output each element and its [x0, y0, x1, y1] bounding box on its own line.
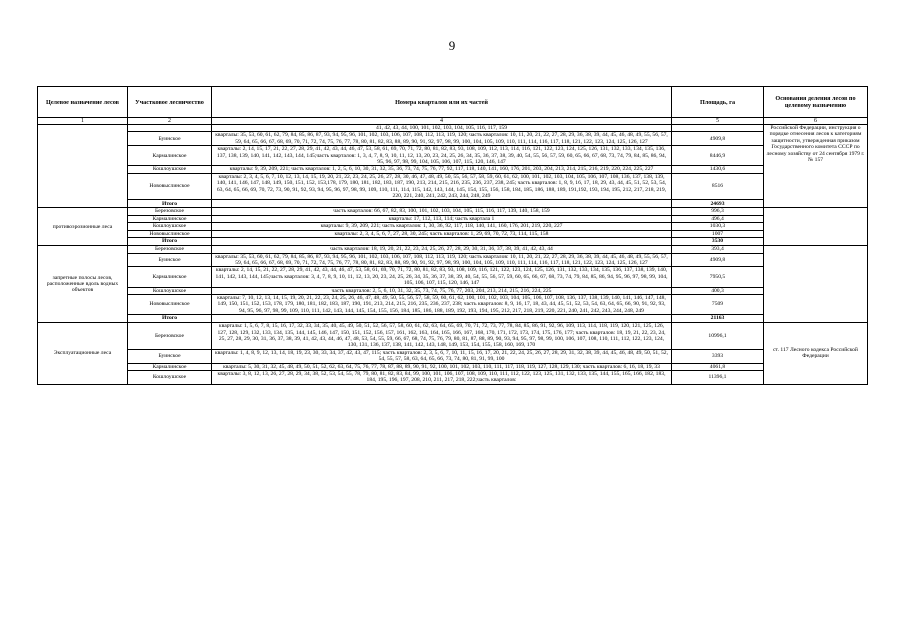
forestry-name: Кошлоушское: [128, 371, 212, 385]
forestry-name: Нововыслинское: [128, 294, 212, 314]
quarters-list: кварталы: 35, 53, 60, 61, 62, 79, 84, 85, 86, 87, 93, 94, 95, 96, 101, 102, 103, 106, 107, 108, 112, 113, 119, 120; часть кварталов: 10, 11, 20, 21, 22, 27, 28, 29, 36, 38, 39, 44, 45, 46, 48, 49, 55, 56, 57, 59, 64, 65, 66, 67, 68, 69, 70, 71, 72, 74, 75, 76, 77, 78, 80, 81, 82, 83, 88, 89, 90, 91, 92, 97, 98, 99, 100, 104, 105, 109, 110, 111, 114, 116, 117, 118, 121, 122, 123, 124, 125, 126, 127: [212, 132, 672, 146]
forestry-row: [38, 267, 868, 287]
header-cell: Целевое назначение лесов: [38, 87, 128, 118]
quarters-list: кварталы: 2, 3, 4, 5, 6, 7, 27, 28, 30, 245; часть кварталов: 1, 29, 69, 70, 72, 73, 114, 115, 158: [212, 230, 672, 237]
forestry-name: Нововыслинское: [128, 230, 212, 237]
total-label: Итого: [128, 315, 212, 323]
forestry-name: Березовское: [128, 323, 212, 350]
section-row: [38, 125, 868, 132]
total-value: 3530: [672, 238, 764, 246]
forestry-row: [38, 215, 868, 222]
total-value: 21163: [672, 315, 764, 323]
total-label: Итого: [128, 238, 212, 246]
forestry-row: [38, 363, 868, 370]
forestry-row: [38, 132, 868, 146]
forestry-row: [38, 349, 868, 363]
forest-purpose-table: [37, 86, 868, 385]
total-spacer: [212, 238, 672, 246]
area-value: 10996,1: [672, 323, 764, 350]
quarters-list: кварталы: 1, 5, 6, 7, 8, 15, 16, 17, 32, 33, 34, 35, 40, 45, 49, 50, 51, 52, 56, 57, 58, 60, 61, 62, 63, 64, 65, 69, 70, 71, 72, 73, 77, 78, 84, 85, 86, 91, 92, 96, 109, 113, 114, 118, 119, 120, 121, 125, 126, 127, 128, 129, 132, 133, 134, 135, 144, 145, 146, 147, 150, 151, 152, 156, 157, 161, 162, 163, 164, 165, 166, 167, 168, 170, 171, 172, 173, 174, 175, 176, 177; часть кварталов: 18, 19, 21, 22, 23, 24, 25, 27, 28, 29, 30, 31, 36, 37, 38, 39, 41, 42, 43, 44, 46, 47, 48, 53, 54, 55, 59, 66, 67, 68, 74, 75, 76, 79, 80, 81, 87, 88, 89, 90, 93, 94, 95, 97, 98, 99, 100, 106, 107, 108, 110, 111, 112, 122, 123, 124, 130, 131, 136, 137, 138, 141, 142, 143, 148, 149, 153, 154, 155, 158, 160, 169, 170: [212, 323, 672, 350]
quarters-list: часть кварталов: 2, 5, 6, 10, 31, 32, 35, 73, 74, 75, 76, 77, 203, 204, 213, 214, 215, 216, 224, 225: [212, 287, 672, 294]
basis-cell-empty: [764, 208, 868, 246]
quarters-cell: 41, 42, 43, 44, 100, 101, 102, 103, 104, 105, 116, 117, 159: [212, 125, 672, 132]
area-value: 1430,6: [672, 166, 764, 173]
area-value: 1007: [672, 230, 764, 237]
column-number: 1: [38, 118, 128, 125]
quarters-list: кварталы: 7, 10, 12, 13, 14, 15, 19, 20, 21, 22, 23, 24, 25, 26, 46, 47, 48, 49, 50, 55, 56, 57, 58, 59, 60, 61, 62, 100, 101, 102, 103, 104, 105, 106, 107, 108, 136, 137, 138, 139, 140, 141, 146, 147, 148, 149, 150, 151, 152, 153, 178, 179, 180, 181, 182, 183, 187, 190, 191, 213, 214, 215, 216, 235, 236, 237, 238; часть кварталов: 8, 9, 16, 17, 18, 43, 44, 45, 51, 52, 53, 54, 63, 64, 65, 66, 90, 91, 92, 93, 94, 95, 96, 97, 98, 99, 109, 110, 111, 142, 143, 144, 145, 154, 155, 156, 184, 185, 186, 188, 189, 192, 193, 194, 195, 212, 217, 218, 219, 220, 221, 240, 241, 242, 243, 244, 248, 249: [212, 294, 672, 314]
column-number: 2: [128, 118, 212, 125]
forestry-row: [38, 294, 868, 314]
forestry-row: [38, 246, 868, 253]
basis-cell: Российской Федерации, инструкция о порядке отнесения лесов к категориям защитности, утвержденная приказом Государственного комитета СССР по лесному хозяйству от 24 сентября 1979 г. № 157: [764, 125, 868, 208]
forestry-name: Березовское: [128, 208, 212, 215]
forestry-name: Кармалинское: [128, 267, 212, 287]
purpose-cell: запретные полосы лесов, расположенные вдоль водных объектов: [38, 246, 128, 323]
page-number: 9: [448, 38, 456, 53]
header-cell: Номера кварталов или их частей: [212, 87, 672, 118]
total-spacer: [212, 315, 672, 323]
forestry-name: Буинское: [128, 253, 212, 267]
header-cell: Основания деления лесов по целевому назначению: [764, 87, 868, 118]
area-value: 8446,9: [672, 146, 764, 166]
total-value: 24693: [672, 200, 764, 208]
forestry-name: Кошлоушское: [128, 166, 212, 173]
purpose-cell: Эксплуатационные леса: [38, 323, 128, 385]
quarters-list: кварталы: 9, 39, 209, 221; часть кварталов: 1, 30, 36, 92, 117, 118, 140, 141, 160, 176, 201, 219, 220, 227: [212, 223, 672, 230]
area-value: 4909,8: [672, 253, 764, 267]
forestry-name: Кармалинское: [128, 146, 212, 166]
area-value: 11396,1: [672, 371, 764, 385]
forestry-name: Нововыслинское: [128, 173, 212, 200]
column-number: 4: [212, 118, 672, 125]
forestry-row: [38, 371, 868, 385]
forestry-row: [38, 173, 868, 200]
quarters-list: кварталы: 2, 3, 4, 5, 6, 7, 10, 12, 13, 14, 15, 19, 20, 21, 22, 23, 24, 25, 26, 27, 28, 30, 46, 47, 48, 49, 50, 55, 56, 57, 58, 59, 60, 61, 62, 100, 101, 102, 103, 104, 105, 106, 107, 108, 136, 137, 138, 139, 140, 141, 146, 147, 148, 149, 150, 151, 152, 153,178, 179, 180, 181, 182, 183, 187, 190, 213, 214, 215, 216, 235, 236, 237, 238, 245; часть кварталов: 1, 8, 9, 16, 17, 18, 29, 43, 44, 45, 51, 52, 53, 54, 63, 64, 65, 66, 69, 70, 72, 73, 90, 91, 92, 93, 94, 95, 96, 97, 98, 99, 109, 110, 111, 114, 115, 142, 143, 144, 145, 154, 155, 156, 158, 184, 185, 186, 188, 189, 191,192, 193, 194, 195, 212, 217, 218, 219, 220, 221, 240, 241, 242, 243, 244, 248, 249: [212, 173, 672, 200]
forestry-name: Кошлоушское: [128, 287, 212, 294]
area-value: 3393: [672, 349, 764, 363]
quarters-list: кварталы: 35, 53, 60, 61, 62, 79, 84, 85, 86, 87, 93, 94, 95, 96, 101, 102, 103, 106, 107, 108, 112, 113, 119, 120; часть кварталов: 10, 11, 20, 21, 22, 27, 28, 29, 36, 38, 39, 44, 45, 46, 48, 49, 55, 56, 57, 59, 64, 65, 66, 67, 68, 69, 70, 71, 72, 74, 75, 76, 77, 78, 80, 81, 82, 83, 88, 89, 90, 91, 92, 97, 98, 99, 100, 104, 105, 109, 110, 111, 114, 116, 117, 118, 121, 122, 123, 124, 125, 126, 127: [212, 253, 672, 267]
column-number: 6: [764, 118, 868, 125]
quarters-list: кварталы: 17, 112, 113, 114; часть квартала 1: [212, 215, 672, 222]
total-label: Итого: [128, 200, 212, 208]
area-value: 496,4: [672, 215, 764, 222]
forestry-row: [38, 253, 868, 267]
basis-cell: ст. 117 Лесного кодекса Российской Федерации: [764, 323, 868, 385]
forestry-row: [38, 223, 868, 230]
forestry-row: [38, 287, 868, 294]
area-value: 1030,3: [672, 223, 764, 230]
basis-cell-empty: [764, 246, 868, 323]
forestry-row: [38, 230, 868, 237]
quarters-list: кварталы: 2, 14, 15, 21, 22, 27, 28, 29, 41, 42, 43, 44, 46, 47, 53, 58, 61, 69, 70, 71, 72, 80, 81, 82, 83, 93, 108, 109, 116, 121, 122, 123, 124, 125, 126, 131, 132, 133, 134, 135, 136, 137, 138, 139, 140, 141, 142, 143, 144, 145;часть кварталов: 3, 4, 7, 8, 9, 10, 11, 12, 13, 20, 23, 24, 25, 26, 34, 35, 36, 37, 38, 39, 40, 54, 55, 56, 57, 59, 60, 65, 66, 67, 68, 73, 74, 79, 84, 85, 86, 94, 95, 96, 97, 98, 99, 104, 105, 106, 107, 115, 120, 146, 147: [212, 267, 672, 287]
purpose-cell: [38, 125, 128, 208]
area-value: 393,4: [672, 246, 764, 253]
quarters-list: часть кварталов: 66, 67, 82, 83, 100, 101, 102, 103, 104, 105, 115, 116, 117, 139, 140, 158, 159: [212, 208, 672, 215]
forestry-name: Буинское: [128, 349, 212, 363]
forestry-row: [38, 208, 868, 215]
total-spacer: [212, 200, 672, 208]
quarters-list: кварталы: 1, 4, 8, 9, 12, 13, 14, 18, 19, 23, 30, 33, 34, 37, 42, 43, 47, 115; часть кварталов: 2, 3, 5, 6, 7, 10, 11, 15, 16, 17, 20, 21, 22, 24, 25, 26, 27, 28, 29, 31, 32, 38, 39, 44, 45, 46, 48, 49, 50, 51, 52, 54, 55, 57, 58, 63, 64, 65, 66, 73, 74, 80, 81, 91, 99, 100: [212, 349, 672, 363]
area-value: 7509: [672, 294, 764, 314]
forestry-name: Кармалинское: [128, 363, 212, 370]
area-value: 4061,8: [672, 363, 764, 370]
quarters-list: кварталы: 2, 14, 15, 17, 21, 22, 27, 28, 29, 41, 42, 43, 44, 46, 47, 53, 58, 61, 69, 70, 71, 72, 80, 81, 82, 83, 93, 108, 109, 112, 113, 114, 116, 121, 122, 123, 124, 125, 126, 131, 132, 133, 134, 135, 136, 137, 138, 139, 140, 141, 142, 143, 144, 145;часть кварталов: 1, 3, 4, 7, 8, 9, 10, 11, 12, 13, 20, 23, 24, 25, 26, 34, 35, 36, 37, 38, 39, 40, 54, 55, 56, 57, 59, 60, 65, 66, 67, 68, 73, 74, 79, 84, 85, 86, 94, 95, 96, 97, 98, 99, 104, 105, 106, 107, 115, 120, 146, 147: [212, 146, 672, 166]
total-row: [38, 238, 868, 246]
forestry-name: Буинское: [128, 132, 212, 146]
forestry-row: [38, 146, 868, 166]
header-cell: Участковое лесничество: [128, 87, 212, 118]
quarters-list: кварталы: 3, 8, 12, 13, 26, 27, 28, 29, 34, 38, 52, 53, 54, 55, 78, 79, 80, 81, 82, 83, 84, 99, 100, 101, 106, 107, 108, 109, 110, 111, 112, 122, 123, 125, 131, 132, 133, 135, 144, 155, 165, 166, 182, 183, 184, 195, 196, 197, 208, 210, 211, 217, 218, 222;часть кварталов:: [212, 371, 672, 385]
purpose-cell: противоэрозионные леса: [38, 208, 128, 246]
header-row: [38, 87, 868, 118]
area-value: 996,3: [672, 208, 764, 215]
quarters-list: кварталы: 5, 30, 31, 32, 45, 48, 49, 50, 51, 52, 62, 63, 64, 75, 76, 77, 78, 87, 88, 89, 90, 91, 92, 100, 101, 102, 103, 110, 111, 117, 118, 119, 127, 128, 129, 130; часть кварталов: 6, 16, 18, 19, 33: [212, 363, 672, 370]
area-value: 7950,5: [672, 267, 764, 287]
total-row: [38, 200, 868, 208]
forestry-row: [38, 166, 868, 173]
forestry-cell-empty: [128, 125, 212, 132]
forestry-name: Кармалинское: [128, 215, 212, 222]
area-cell-empty: [672, 125, 764, 132]
quarters-list: часть кварталов: 18, 19, 20, 21, 22, 23, 24, 25, 26, 27, 28, 29, 30, 31, 36, 37, 38, 39, 41, 42, 43, 44: [212, 246, 672, 253]
forestry-row: [38, 323, 868, 350]
column-number-row: [38, 118, 868, 125]
quarters-list: кварталы: 9, 39, 209, 221; часть кварталов: 1, 2, 5, 6, 10, 30, 31, 32, 35, 36, 73, 74, 75, 76, 77, 92, 117, 118, 140, 141, 160, 176, 201, 203, 204, 213, 214, 215, 216, 219, 220, 224, 225, 227: [212, 166, 672, 173]
total-row: [38, 315, 868, 323]
column-number: 5: [672, 118, 764, 125]
area-value: 400,3: [672, 287, 764, 294]
forestry-name: Березовское: [128, 246, 212, 253]
area-value: 4909,8: [672, 132, 764, 146]
forestry-name: Кошлоушское: [128, 223, 212, 230]
area-value: 8516: [672, 173, 764, 200]
header-cell: Площадь, га: [672, 87, 764, 118]
